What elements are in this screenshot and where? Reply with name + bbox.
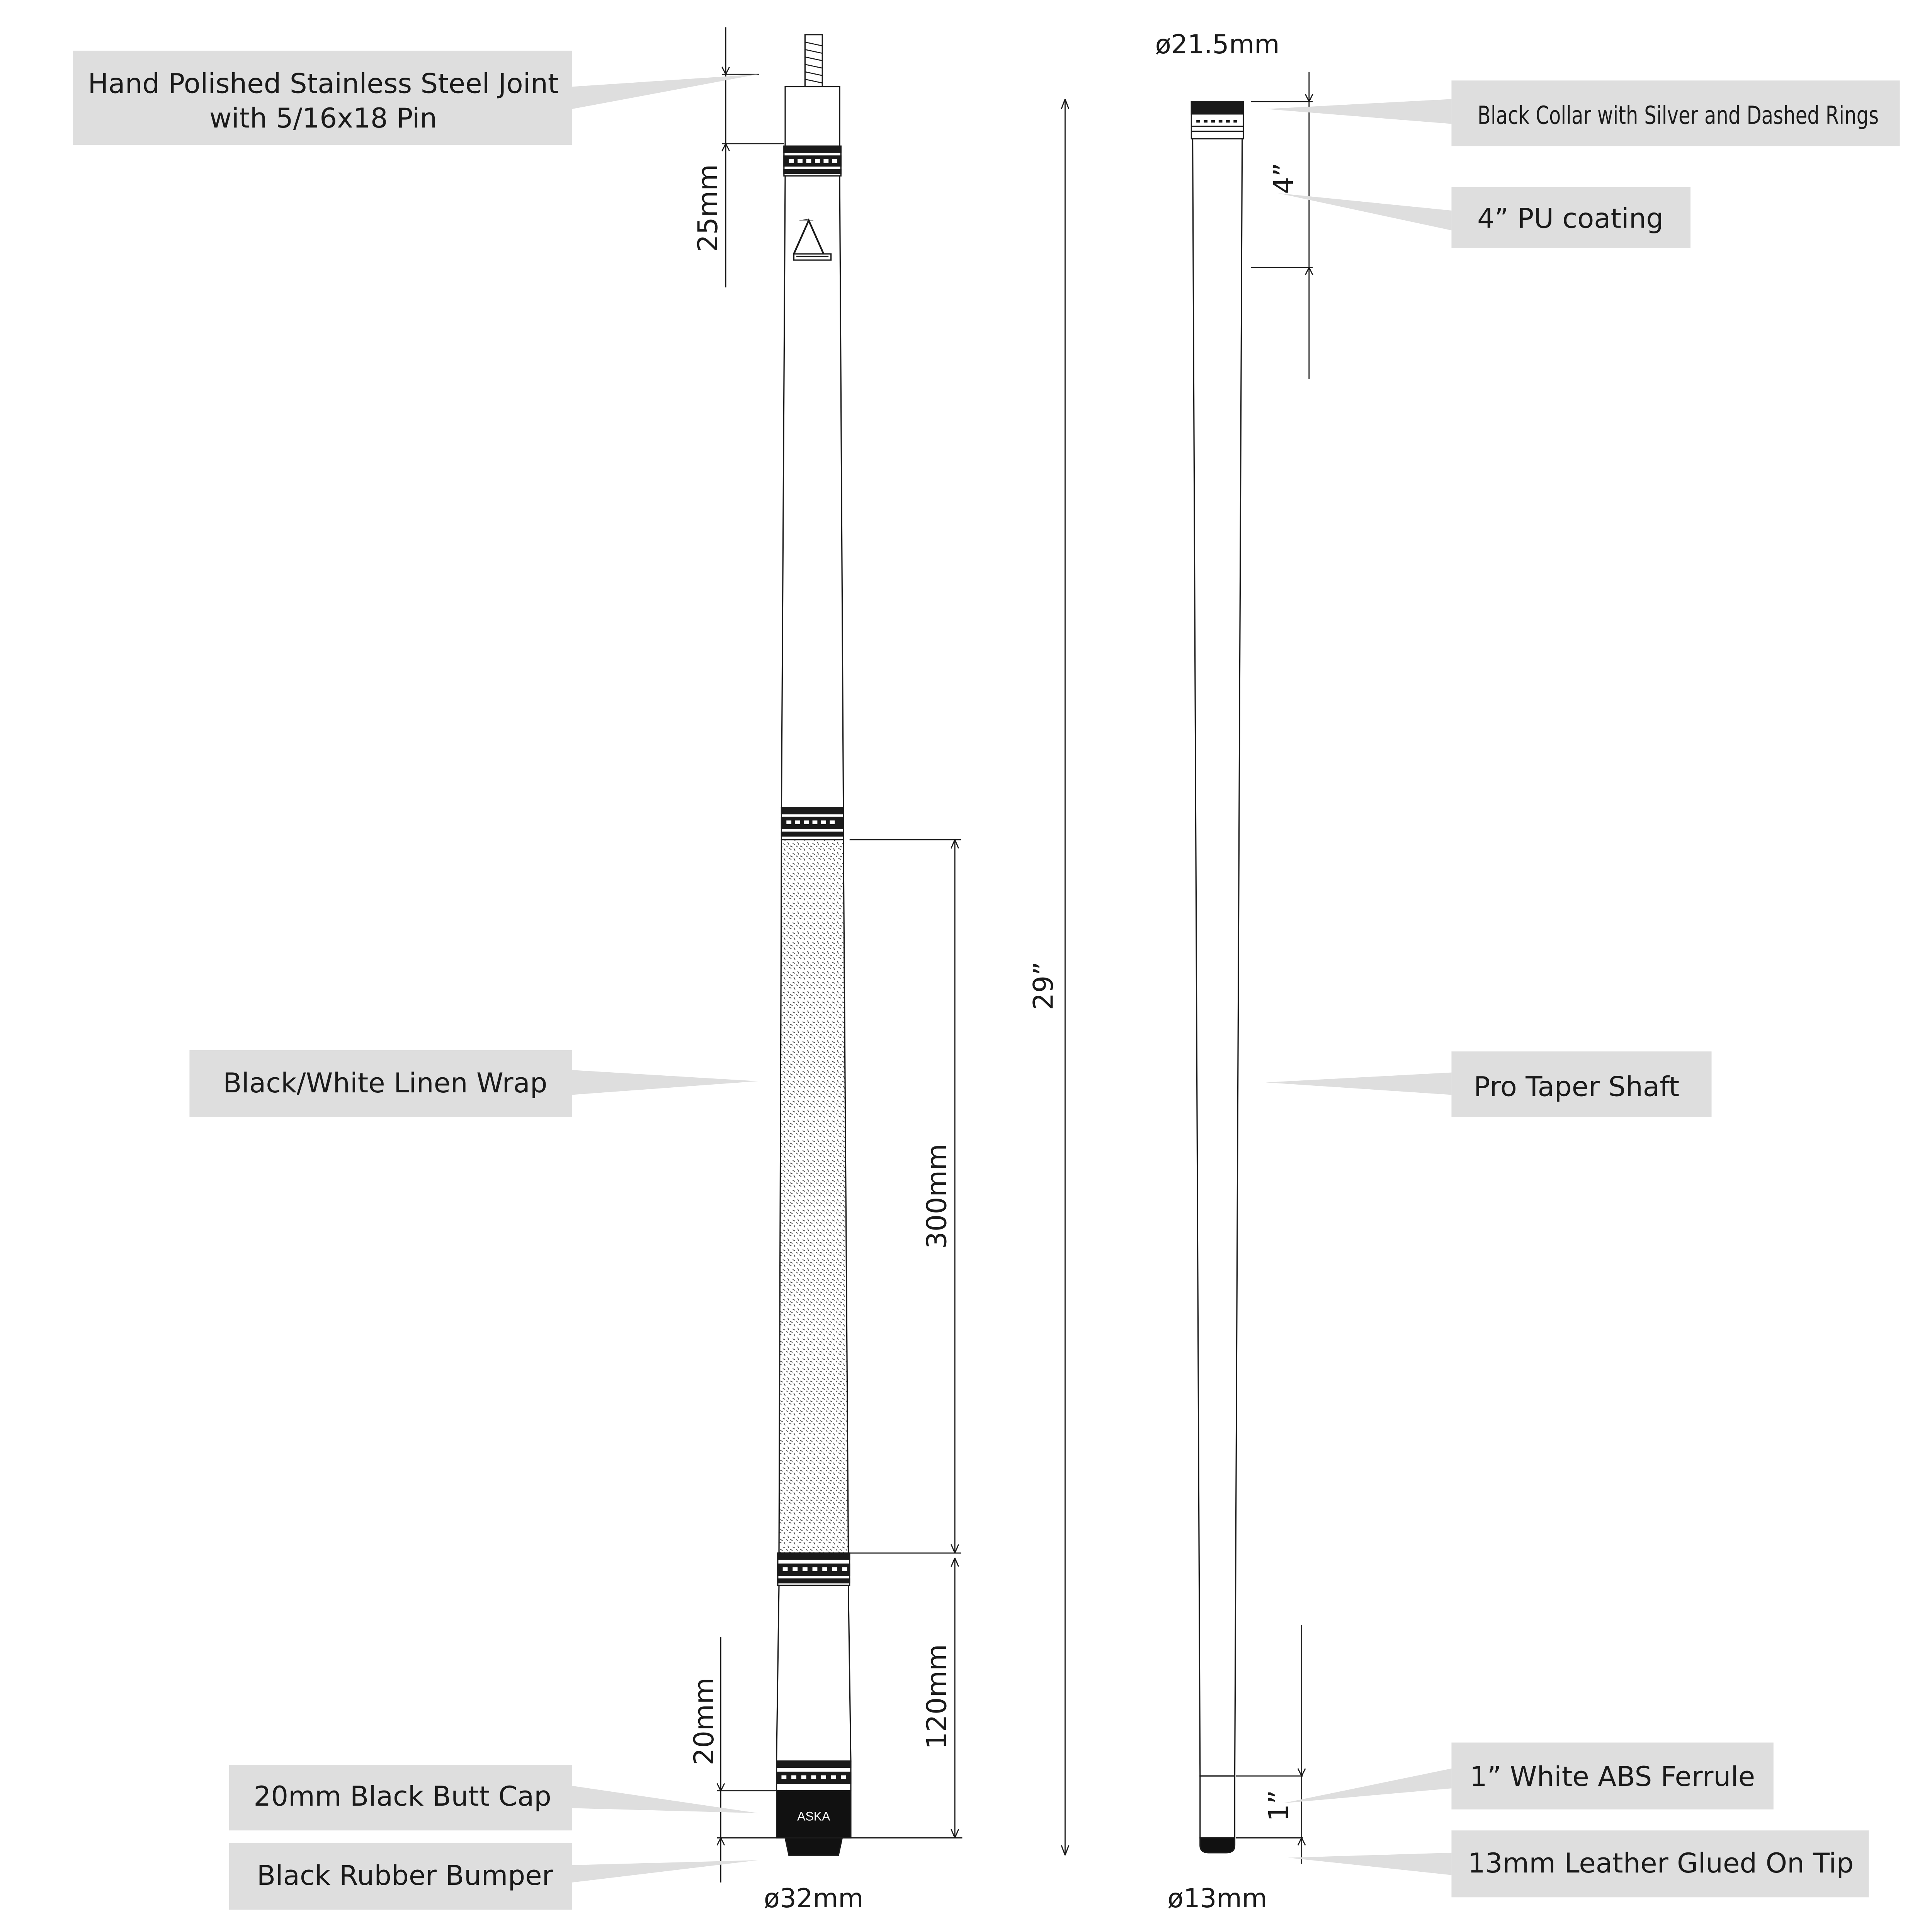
butt-section bbox=[777, 35, 851, 1855]
butt-sleeve bbox=[777, 1585, 851, 1761]
dim-butt-diameter: ø32mm bbox=[764, 1883, 864, 1913]
forearm bbox=[781, 176, 843, 808]
callout-pu-text: 4” PU coating bbox=[1477, 202, 1664, 235]
rubber-bumper bbox=[785, 1838, 842, 1855]
dim-joint-collar: 25mm bbox=[692, 164, 724, 252]
butt-logo: ASKA bbox=[797, 1809, 830, 1823]
dim-butt-cap: 20mm bbox=[688, 1677, 720, 1765]
dim-wrap-length: 300mm bbox=[921, 1144, 953, 1249]
shaft-dimension-lines bbox=[1236, 72, 1313, 1864]
dim-tip-diameter: ø13mm bbox=[1167, 1883, 1267, 1913]
shaft-section bbox=[1191, 102, 1243, 1853]
callout-wrap-text: Black/White Linen Wrap bbox=[223, 1067, 548, 1099]
leather-tip bbox=[1200, 1838, 1235, 1852]
butt-dimension-lines bbox=[717, 27, 1069, 1883]
ferrule bbox=[1200, 1776, 1235, 1838]
dim-total-length: 29” bbox=[1027, 961, 1060, 1010]
callout-pro-taper-text: Pro Taper Shaft bbox=[1474, 1071, 1680, 1103]
dim-ferrule-length: 1” bbox=[1263, 1790, 1295, 1821]
callout-tip-text: 13mm Leather Glued On Tip bbox=[1468, 1847, 1854, 1879]
callout-collar-text: Black Collar with Silver and Dashed Rings bbox=[1477, 101, 1879, 130]
linen-wrap bbox=[779, 840, 848, 1553]
callout-butt-cap-text: 20mm Black Butt Cap bbox=[253, 1781, 551, 1813]
joint-collar bbox=[785, 87, 840, 146]
callout-joint-line2: with 5/16x18 Pin bbox=[209, 102, 437, 134]
callout-bumper-text: Black Rubber Bumper bbox=[257, 1860, 553, 1892]
pro-taper-shaft bbox=[1193, 139, 1242, 1776]
dim-pu-length: 4” bbox=[1268, 162, 1300, 194]
dim-handle-length: 120mm bbox=[921, 1644, 953, 1749]
callout-joint-line1: Hand Polished Stainless Steel Joint bbox=[88, 68, 559, 100]
dim-joint-diameter: ø21.5mm bbox=[1155, 29, 1280, 60]
callout-ferrule-text: 1” White ABS Ferrule bbox=[1469, 1760, 1755, 1793]
